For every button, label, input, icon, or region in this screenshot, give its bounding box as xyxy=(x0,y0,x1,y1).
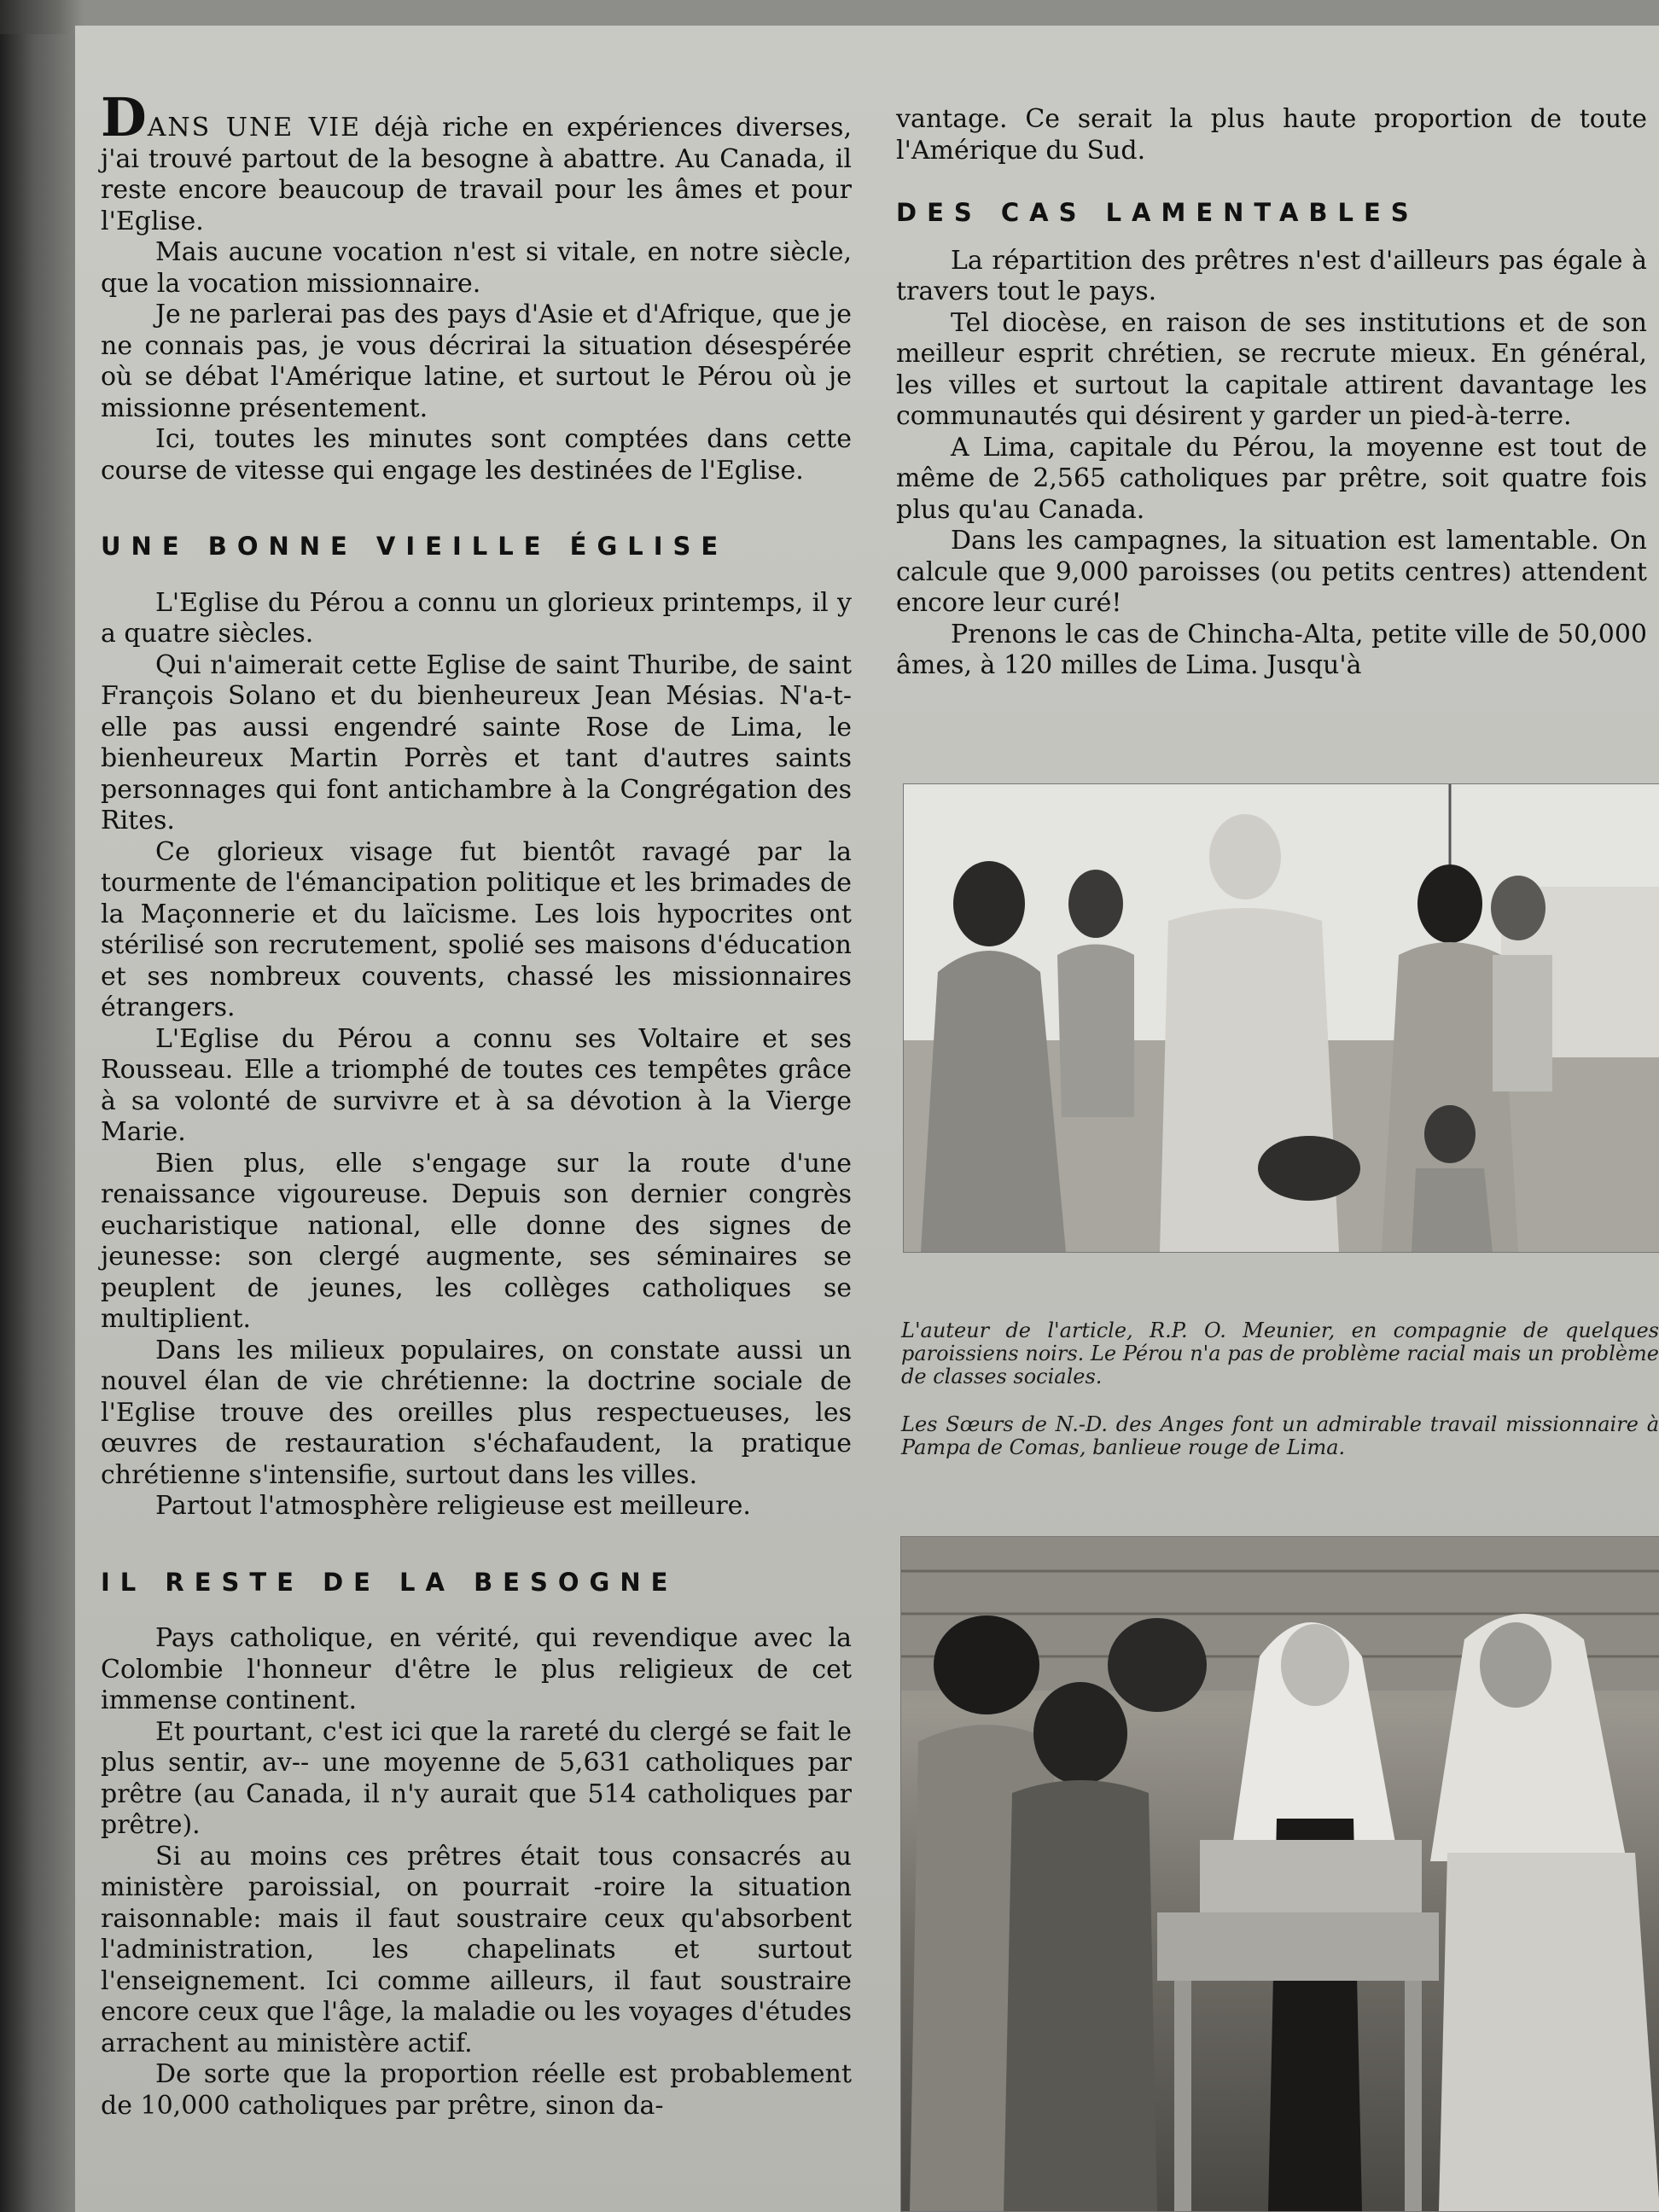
paragraph: Dans les milieux populaires, on constate aussi un nouvel élan de vie chrétienne: la doctrine sociale de l'Eglise trouve des oreilles plus respectueuses, les œuvres de restauration s'échafaudent, la pratique chrétienne s'intensifie, surtout dans les villes. xyxy=(101,1335,852,1490)
paragraph: Partout l'atmosphère religieuse est meilleure. xyxy=(155,1491,751,1521)
paragraph: Tel diocèse, en raison de ses institutions et de son meilleur esprit chrétien, se recrute mieux. En général, les villes et surtout la capitale attirent davantage les communautés qui désirent y garder un pied-à-terre. xyxy=(896,307,1647,431)
paragraph: La répartition des prêtres n'est d'ailleurs pas égale à travers tout le pays. xyxy=(896,245,1647,306)
photo-caption: L'auteur de l'article, R.P. O. Meunier, en compagnie de quelques paroissiens noirs. Le Pérou n'a pas de problème racial mais un problème de classes sociales. xyxy=(901,1318,1659,1388)
paragraph: Prenons le cas de Chincha-Alta, petite ville de 50,000 âmes, à 120 milles de Lima. Jusqu'à xyxy=(896,619,1647,680)
left-column xyxy=(101,86,852,2122)
intro-text: déjà riche en expériences diverses, j'ai trouvé partout de la besogne à abattre. Au Canada, il reste encore beaucoup de travail pour les âmes et pour l'Eglise. xyxy=(101,113,852,236)
paragraph: Ici, toutes les minutes sont comptées dans cette course de vitesse qui engage les destinées de l'Eglise. xyxy=(101,424,852,486)
paragraph: A Lima, capitale du Pérou, la moyenne est tout de même de 2,565 catholiques par prêtre, soit quatre fois plus qu'au Canada. xyxy=(896,432,1647,525)
paragraph: De sorte que la proportion réelle est probablement de 10,000 catholiques par prêtre, sinon da- xyxy=(101,2059,852,2121)
photo-caption: Les Sœurs de N.-D. des Anges font un admirable travail missionnaire à Pampa de Comas, banlieue rouge de Lima. xyxy=(901,1412,1659,1459)
photo-nuns-with-children xyxy=(900,1536,1659,2212)
section-heading: IL RESTE DE LA BESOGNE xyxy=(101,1567,678,1597)
continued-paragraph: vantage. Ce serait la plus haute proportion de toute l'Amérique du Sud. xyxy=(896,104,1647,166)
intro-paragraph xyxy=(101,86,852,237)
section-heading: UNE BONNE VIEILLE ÉGLISE xyxy=(101,532,729,561)
paragraph: Pays catholique, en vérité, qui revendique avec la Colombie l'honneur d'être le plus religieux de cet immense continent. xyxy=(101,1623,852,1715)
photo-illustration xyxy=(901,1537,1659,2211)
paragraph: Ce glorieux visage fut bientôt ravagé par la tourmente de l'émancipation politique et les brimades de la Maçonnerie et du laïcisme. Les lois hypocrites ont stérilisé son recrutement, spolié ses maisons d'éducation et ses nombreux couvents, chassé les missionnaires étrangers. xyxy=(101,836,852,1022)
right-column xyxy=(896,104,1647,682)
opening-smallcaps: ANS UNE VIE xyxy=(147,113,362,143)
paragraph: Et pourtant, c'est ici que la rareté du clergé se fait le plus sentir, av-- une moyenne de 5,631 catholiques par prêtre (au Canada, il n'y aurait que 514 catholiques par prêtre). xyxy=(101,1716,852,1840)
paragraph: L'Eglise du Pérou a connu un glorieux printemps, il y a quatre siècles. xyxy=(101,587,852,649)
paragraph: Si au moins ces prêtres était tous consacrés au ministère paroissial, on pourrait -roire la situation raisonnable: mais il faut soustraire ceux qu'absorbent l'administration, les chapelinats et surtout l'enseignement. Ici comme ailleurs, il faut soustraire encore ceux que l'âge, la maladie ou les voyages d'études arrachent au ministère actif. xyxy=(101,1841,852,2058)
paragraph: Bien plus, elle s'engage sur la route d'une renaissance vigoureuse. Depuis son dernier congrès eucharistique national, elle donne des signes de jeunesse: son clergé augmente, ses séminaires se peuplent de jeunes, les collèges catholiques se multiplient. xyxy=(101,1148,852,1334)
paragraph: Qui n'aimerait cette Eglise de saint Thuribe, de saint François Solano et du bienheureux Jean Mésias. N'a-t-elle pas aussi engendré sainte Rose de Lima, le bienheureux Martin Porrès et tant d'autres saints personnages qui font antichambre à la Congrégation des Rites. xyxy=(101,649,852,835)
section-heading: DES CAS LAMENTABLES xyxy=(896,198,1419,227)
previous-page-edge xyxy=(0,34,77,2212)
drop-cap: D xyxy=(101,86,148,148)
paragraph: Mais aucune vocation n'est si vitale, en notre siècle, que la vocation missionnaire. xyxy=(101,237,852,299)
photo-illustration xyxy=(904,784,1659,1252)
photo-priest-with-parishioners xyxy=(903,783,1659,1253)
paragraph: Dans les campagnes, la situation est lamentable. On calcule que 9,000 paroisses (ou petits centres) attendent encore leur curé! xyxy=(896,526,1647,618)
paragraph: L'Eglise du Pérou a connu ses Voltaire et ses Rousseau. Elle a triomphé de toutes ces tempêtes grâce à sa volonté de survivre et à sa dévotion à la Vierge Marie. xyxy=(101,1023,852,1147)
magazine-page xyxy=(75,26,1659,2212)
paragraph: Je ne parlerai pas des pays d'Asie et d'Afrique, que je ne connais pas, je vous décrirai la situation désespérée où se débat l'Amérique latine, et surtout le Pérou où je missionne présentement. xyxy=(101,300,852,423)
